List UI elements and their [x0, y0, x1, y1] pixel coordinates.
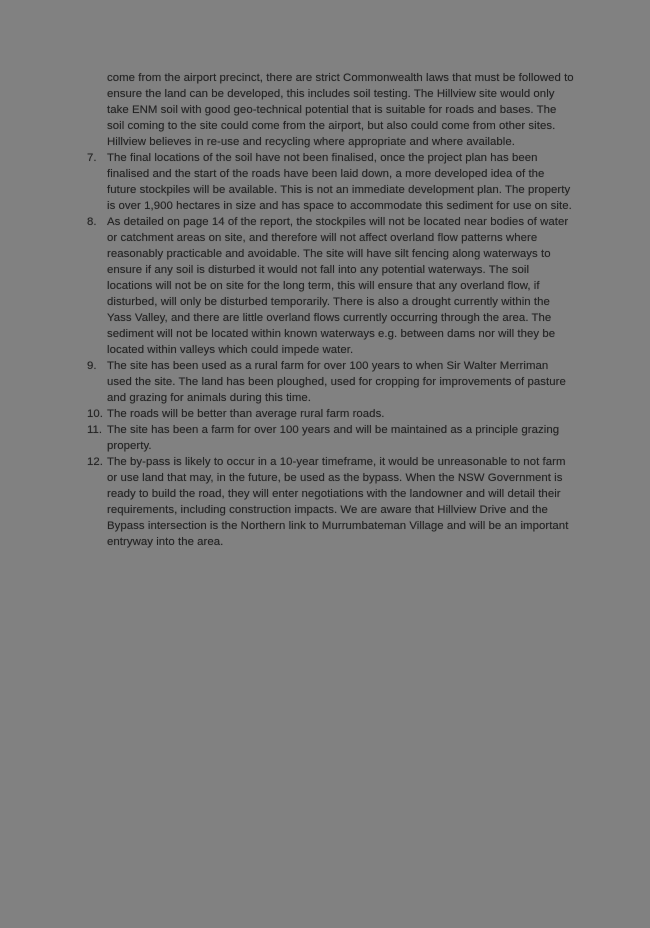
list-item-number: 10. [87, 408, 103, 420]
list-item-text: The final locations of the soil have not been finalised, once the project plan has been finalised and the start of the roads have been laid down, a more developed idea of the future stockpiles will be available. This is not an immediate development plan. The property is over 1,900 hectares in size and has space to accommodate this sediment for use on site. [107, 152, 572, 212]
continuation-paragraph: come from the airport precinct, there are strict Commonwealth laws that must be followed to ensure the land can be developed, this includes soil testing. The Hillview site would only take ENM soil with good geo-technical potential that is suitable for roads and bases. The soil coming to the site could come from the airport, but also could come from other sites. Hillview believes in re-use and recycling where appropriate and where available. [107, 72, 574, 148]
list-item-text: The roads will be better than average rural farm roads. [107, 408, 385, 420]
list-item-text: The site has been a farm for over 100 years and will be maintained as a principle grazing property. [107, 424, 560, 452]
page-content [87, 70, 574, 550]
list-item-7 [87, 150, 574, 214]
list-item-9 [87, 358, 574, 406]
numbered-list [87, 150, 574, 550]
list-item-text: The by-pass is likely to occur in a 10-year timeframe, it would be unreasonable to not farm or use land that may, in the future, be used as the bypass. When the NSW Government is ready to build the road, they will enter negotiations with the landowner and will detail their requirements, including construction impacts. We are aware that Hillview Drive and the Bypass intersection is the Northern link to Murrumbateman Village and will be an important entryway into the area. [107, 456, 569, 548]
list-item-12 [87, 454, 574, 550]
list-item-number: 7. [87, 152, 97, 164]
list-item-10 [87, 406, 574, 422]
list-item-number: 11. [87, 424, 103, 436]
list-item-8 [87, 214, 574, 358]
list-item-number: 8. [87, 216, 97, 228]
list-item-number: 12. [87, 456, 103, 468]
list-item-11 [87, 422, 574, 454]
list-item-text: As detailed on page 14 of the report, the stockpiles will not be located near bodies of water or catchment areas on site, and therefore will not affect overland flow patterns where reasonably practicable and avoidable. The site will have silt fencing along waterways to ensure if any soil is disturbed it would not fall into any potential waterways. The soil locations will not be on site for the long term, this will ensure that any overland flow, if disturbed, will only be disturbed temporarily. There is also a drought currently within the Yass Valley, and there are little overland flows currently occurring through the area. The sediment will not be located within known waterways e.g. between dams nor will they be located within valleys which could impede water. [107, 216, 569, 356]
list-item-text: The site has been used as a rural farm for over 100 years to when Sir Walter Merriman used the site. The land has been ploughed, used for cropping for improvements of pasture and grazing for animals during this time. [107, 360, 566, 404]
list-item-number: 9. [87, 360, 97, 372]
